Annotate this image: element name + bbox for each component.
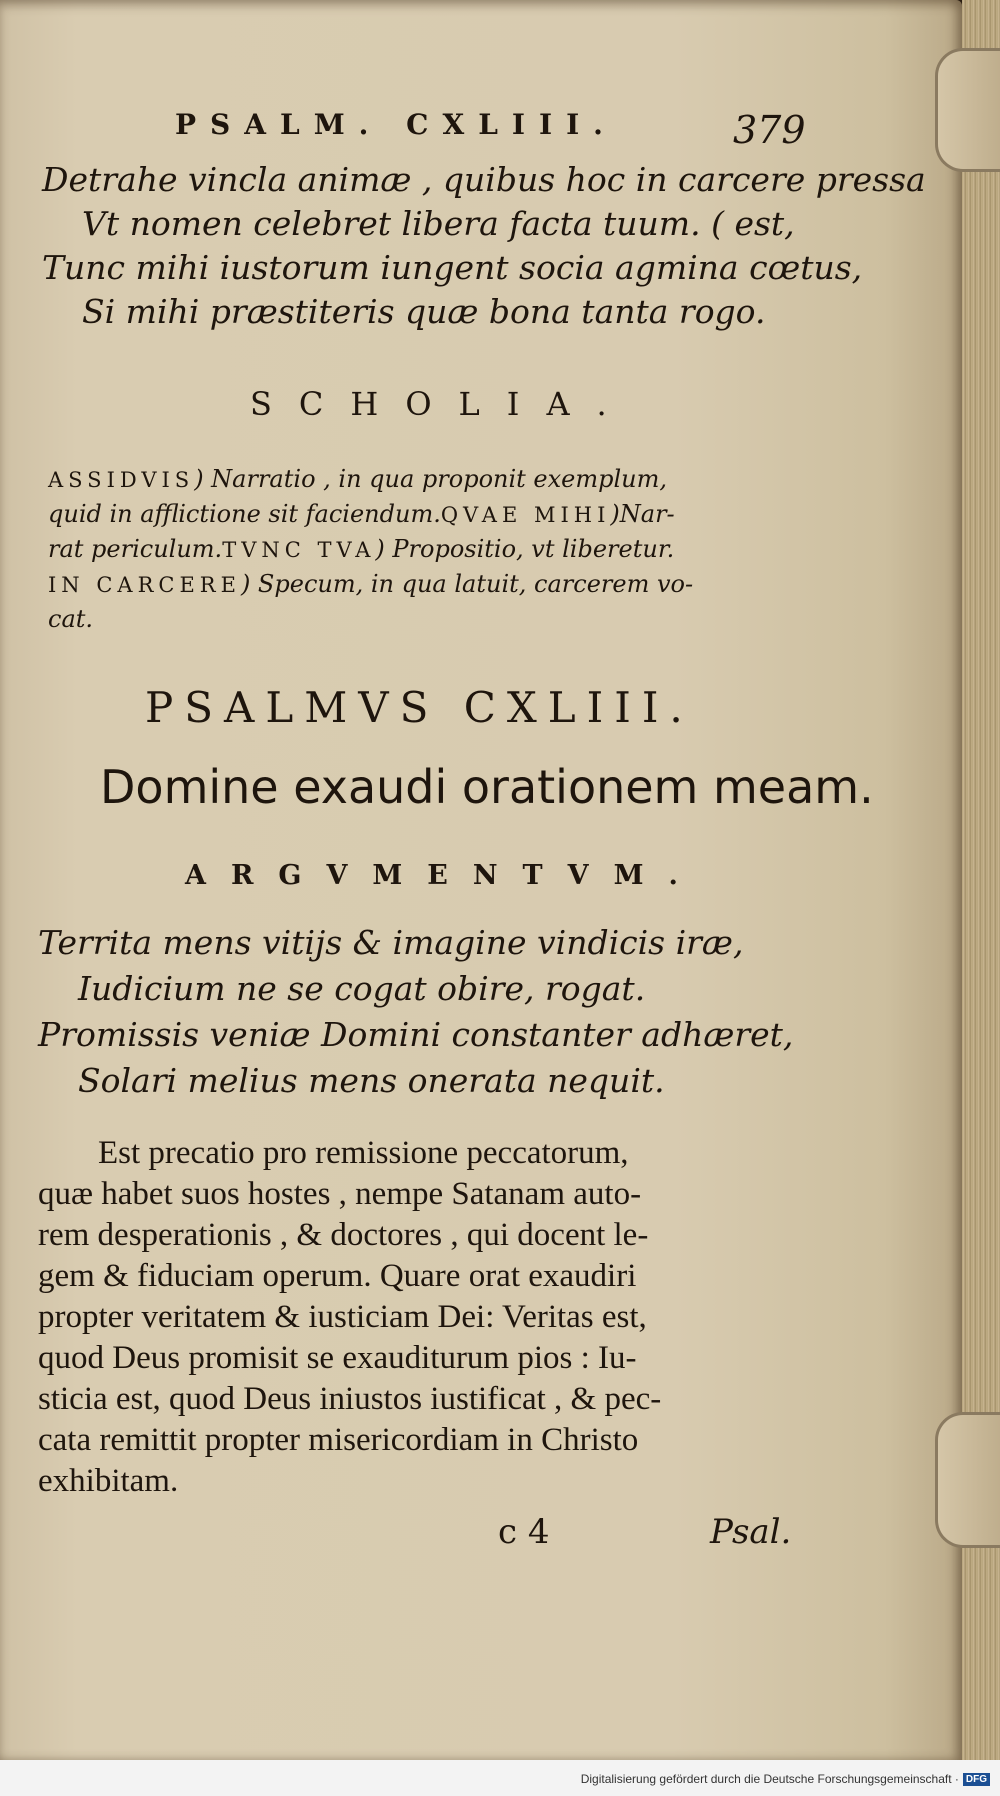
scholia-text: ) Specum, in qua latuit, carcerem vo-	[240, 570, 694, 598]
scholia-lemma: ASSIDVIS	[48, 468, 195, 492]
running-title: PSALM. CXLIII.	[175, 108, 617, 141]
dfg-logo-icon: DFG	[963, 1773, 990, 1786]
scholia-line	[48, 602, 693, 636]
scholia-notes	[48, 462, 693, 636]
argument-line: Territa mens vitijs & imagine vindicis iræ,	[38, 923, 744, 962]
scholia-heading: SCHOLIA.	[250, 385, 634, 423]
credit-line	[581, 1772, 990, 1786]
argument-heading: ARGVMENTVM.	[185, 860, 703, 891]
top-verses	[42, 158, 926, 334]
clasp-top	[935, 48, 1000, 172]
body-line: cata remittit propter misericordiam in Christo	[38, 1422, 639, 1458]
signature-mark: c 4	[498, 1512, 550, 1552]
scholia-text: rat periculum.	[48, 535, 223, 563]
body-line: quæ habet suos hostes , nempe Satanam auto-	[38, 1176, 642, 1212]
scholia-text: ) Propositio, vt liberetur.	[375, 535, 675, 563]
argument-line: Promissis veniæ Domini constanter adhæret,	[38, 1015, 794, 1054]
scholia-line	[48, 532, 693, 567]
scholia-text: ) Narratio , in qua proponit exemplum,	[194, 465, 668, 493]
scholia-text: quid in afflictione sit faciendum.	[48, 500, 441, 528]
catchword: Psal.	[710, 1512, 792, 1552]
scholia-line	[48, 462, 693, 497]
body-line: propter veritatem & iusticiam Dei: Veritas est,	[38, 1299, 647, 1335]
argument-line: Solari melius mens onerata nequit.	[78, 1061, 665, 1100]
page-number: 379	[733, 108, 806, 152]
scholia-line	[48, 567, 693, 602]
clasp-bottom	[935, 1412, 1000, 1548]
argument-verses	[38, 920, 793, 1104]
scholia-lemma: QVAE MIHI	[440, 503, 611, 527]
psalm-incipit: Domine exaudi orationem meam.	[100, 760, 874, 814]
body-line: rem desperationis , & doctores , qui docent le-	[38, 1217, 649, 1253]
argument-line: Iudicium ne se cogat obire, rogat.	[78, 969, 646, 1008]
scholia-lemma: TVNC TVA	[222, 538, 376, 562]
scholia-text: cat.	[48, 605, 94, 633]
scholia-line	[48, 497, 693, 532]
verse-line: Tunc mihi iustorum iungent socia agmina cœtus,	[42, 248, 863, 287]
verse-line: Si mihi præstiteris quæ bona tanta rogo.	[82, 292, 766, 331]
credit-bar	[0, 1760, 1000, 1796]
psalm-title: PSALMVS CXLIII.	[145, 683, 694, 732]
body-line: gem & fiduciam operum. Quare orat exaudiri	[38, 1258, 637, 1294]
body-line: Est precatio pro remissione peccatorum,	[98, 1135, 629, 1171]
scholia-lemma: IN CARCERE	[48, 573, 241, 597]
verse-line: Vt nomen celebret libera facta tuum. ( est,	[82, 204, 795, 243]
body-line: sticia est, quod Deus iniustos iustificat , & pec-	[38, 1381, 662, 1417]
credit-text: Digitalisierung gefördert durch die Deutsche Forschungsgemeinschaft ·	[580, 1772, 959, 1786]
body-paragraph	[38, 1133, 661, 1502]
verse-line: Detrahe vincla animæ , quibus hoc in carcere pressa	[42, 160, 926, 199]
scholia-text: )Nar-	[610, 500, 675, 528]
body-line: exhibitam.	[38, 1463, 179, 1499]
body-line: quod Deus promisit se exauditurum pios : Iu-	[38, 1340, 637, 1376]
